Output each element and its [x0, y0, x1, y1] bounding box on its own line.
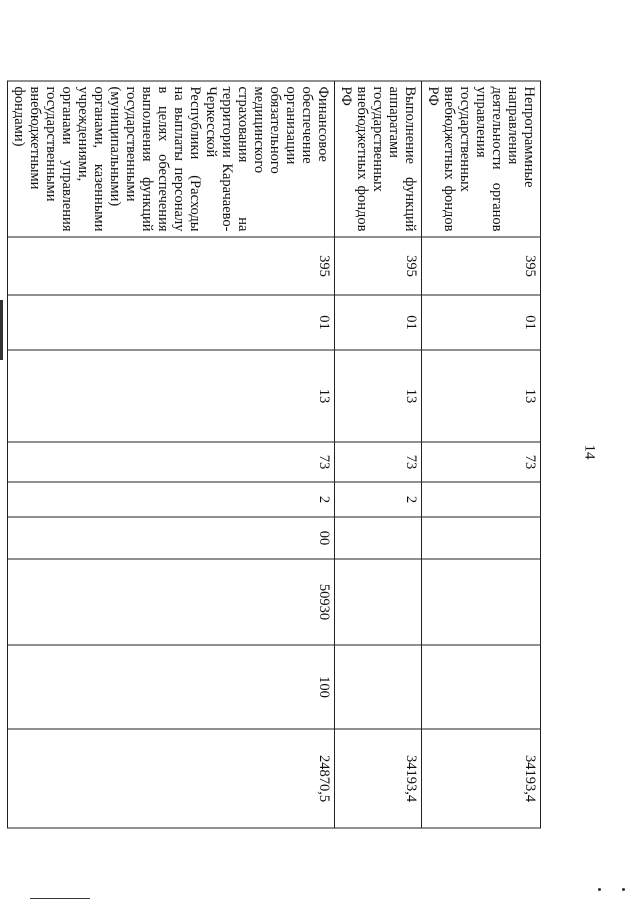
program-code: 73	[335, 442, 422, 482]
subprogram-code: 2	[335, 482, 422, 517]
direction-code: 50930	[8, 559, 335, 645]
admin-code: 395	[422, 237, 541, 295]
expense-type-code	[335, 645, 422, 729]
admin-code: 395	[8, 237, 335, 295]
scan-dot	[622, 888, 625, 891]
main-event-code	[335, 517, 422, 559]
table-row	[335, 81, 422, 828]
admin-code: 395	[335, 237, 422, 295]
row-name: Финансовое обеспечение организации обязательного медицинского страхования на территории Карачаево-Черкесской Республики (Расходы на выплаты персоналу в целях обеспечения выполнения функций государственными (муниципальными) органами, казенными учреждениями, органами управления государственными внебюджетными фондами)	[8, 81, 335, 237]
main-event-code: 00	[8, 517, 335, 559]
section-code: 01	[422, 295, 541, 350]
row-name: Непрограммные направления деятельности органов управления государственных внебюджетных фондов РФ	[422, 81, 541, 237]
row-name: Выполнение функций аппаратами государственных внебюджетных фондов РФ	[335, 81, 422, 237]
scan-edge-mark	[30, 898, 90, 899]
scan-dot	[598, 888, 601, 891]
expense-type-code	[422, 645, 541, 729]
expense-type-code: 100	[8, 645, 335, 729]
table-row	[8, 81, 335, 828]
table-row	[422, 81, 541, 828]
subsection-code: 13	[422, 350, 541, 442]
scan-edge-mark	[0, 300, 3, 360]
main-event-code	[422, 517, 541, 559]
program-code: 73	[422, 442, 541, 482]
budget-table-container	[11, 81, 541, 828]
subprogram-code	[422, 482, 541, 517]
amount: 34193,4	[422, 729, 541, 828]
subsection-code: 13	[335, 350, 422, 442]
amount: 34193,4	[335, 729, 422, 828]
program-code: 73	[8, 442, 335, 482]
section-code: 01	[335, 295, 422, 350]
page-number: 14	[581, 444, 598, 460]
direction-code	[335, 559, 422, 645]
subprogram-code: 2	[8, 482, 335, 517]
subsection-code: 13	[8, 350, 335, 442]
section-code: 01	[8, 295, 335, 350]
amount: 24870,5	[8, 729, 335, 828]
budget-table	[7, 81, 541, 829]
direction-code	[422, 559, 541, 645]
